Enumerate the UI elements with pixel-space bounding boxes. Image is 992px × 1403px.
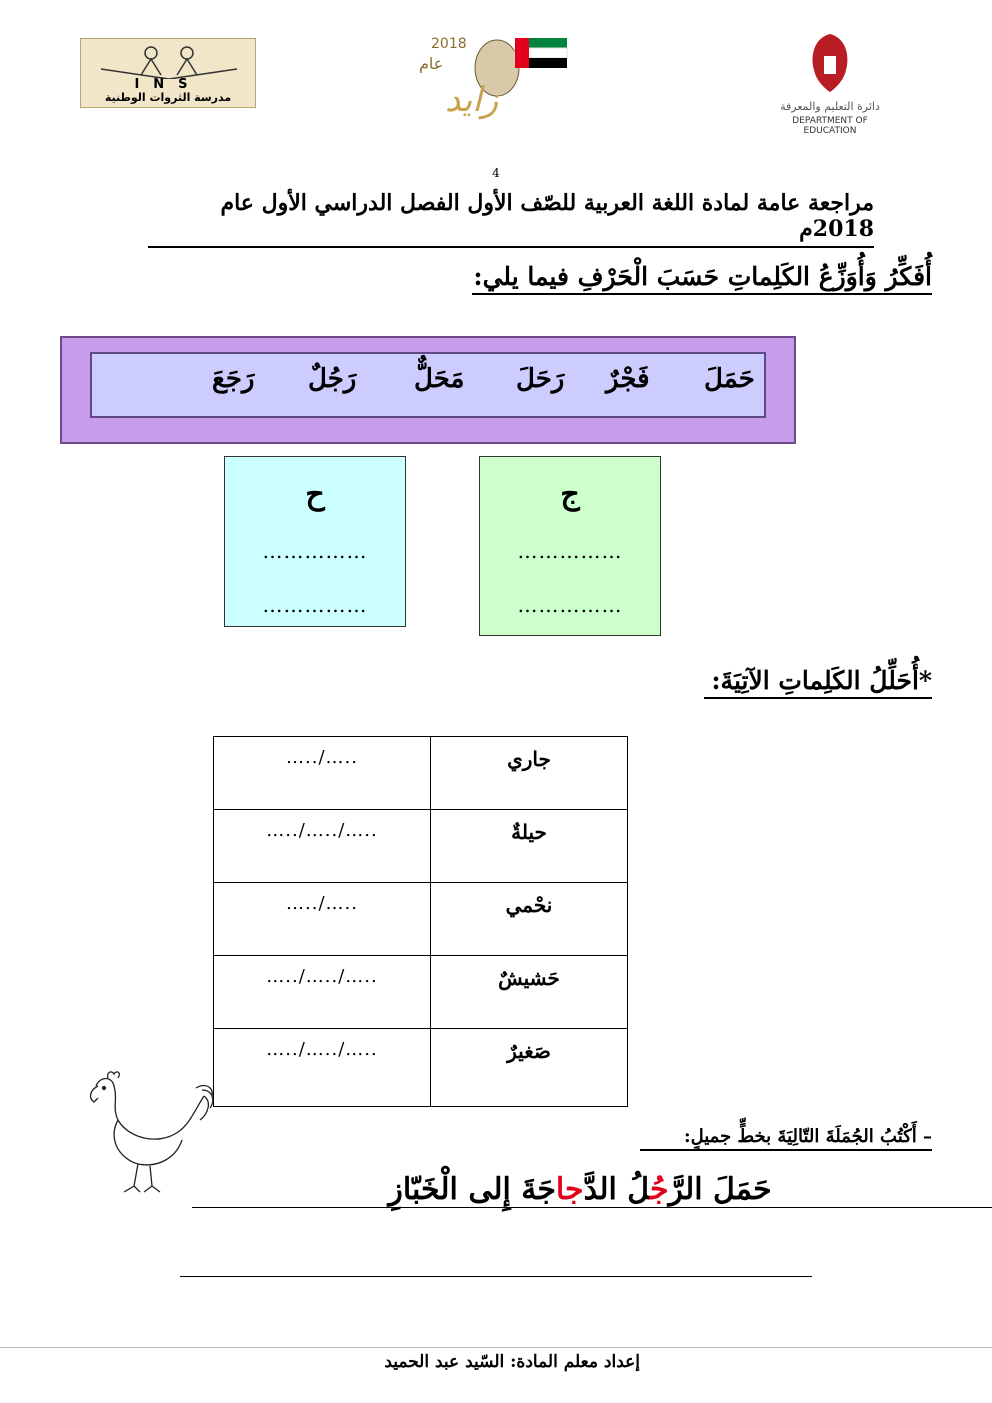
word-cell: جاري [431,737,628,810]
edu-logo-arabic: دائرة التعليم والمعرفة [780,100,880,113]
sentence-highlight: جا [555,1172,584,1207]
letter-jim: ج [560,477,580,512]
table-row [214,1029,628,1107]
year-of-zayed-logo [415,28,575,120]
syllable-slots[interactable]: …../…../….. [214,810,431,883]
word-item: رَجَعَ [212,364,255,394]
syllable-slots[interactable]: …../….. [214,883,431,956]
word-item: فَجْرٌ [606,364,650,394]
school-logo-name: مدرسة الثروات الوطنية [104,91,232,104]
school-logo [80,38,256,108]
answer-line[interactable]: …………… [262,539,368,563]
school-logo-emblem-icon [81,39,257,79]
word-cell: حيلةٌ [431,810,628,883]
word-item: مَحَلٌّ [414,364,465,394]
page-number: 4 [492,166,500,180]
department-of-education-logo [770,30,890,136]
footer-author: إعداد معلم المادة: السّيد عبد الحميد [384,1352,640,1372]
sentence-part: حَمَلَ الرَّ [668,1172,772,1207]
letter-ha: ح [305,477,325,512]
edu-logo-english: DEPARTMENT OF EDUCATION [792,116,868,136]
school-logo-initials: INS [134,77,202,92]
answer-line[interactable]: …………… [517,539,623,563]
table-row [214,810,628,883]
word-cell: حَشيشٌ [431,956,628,1029]
handwriting-sentence [380,1172,780,1207]
syllable-analysis-table [213,736,628,1107]
sentence-part: جَةَ إِلى الْخَبّازِ [388,1172,556,1207]
writing-line[interactable] [192,1207,992,1208]
answer-line[interactable]: …………… [517,593,623,617]
word-bank-box [60,336,796,444]
word-item: رَحَلَ [516,364,565,394]
word-cell: صَغيرٌ [431,1029,628,1107]
footer-divider [0,1347,992,1348]
word-bank-inner [90,352,766,418]
zayed-name: زايد [445,80,499,120]
table-row [214,956,628,1029]
syllable-slots[interactable]: …../…../….. [214,956,431,1029]
section-heading-write: – أَكْتُبُ الجُمَلَةَ التّالِيَةَ بخطٍّ جميلٍ: [640,1126,932,1151]
word-item: رَجُلٌ [308,364,357,394]
zayed-year-word: عام [419,54,444,73]
sentence-highlight: جُ [649,1172,669,1207]
table-row [214,737,628,810]
sentence-part: لُ الدَّ [583,1172,650,1207]
word-cell: نحْمي [431,883,628,956]
falcon-emblem-icon [770,30,890,96]
syllable-slots[interactable]: …../….. [214,737,431,810]
syllable-slots[interactable]: …../…../….. [214,1029,431,1107]
zayed-year: 2018 [431,36,467,52]
word-item: حَمَلَ [704,364,755,394]
writing-line[interactable] [180,1276,812,1277]
answer-line[interactable]: …………… [262,593,368,617]
hen-illustration-icon [78,1068,218,1198]
table-row [214,883,628,956]
letter-box-jim [479,456,661,636]
section-heading-distribute: أُفَكِّرُ وَأُوَزِّعُ الكَلِماتِ حَسَبَ الْحَرْفِ فيما يلي: [472,262,932,295]
section-heading-analyze: *أُحَلِّلُ الكَلِماتِ الآتِيَةَ: [704,666,932,699]
page-title: مراجعة عامة لمادة اللغة العربية للصّف الأول الفصل الدراسي الأول عام 2018م [148,190,874,248]
letter-box-ha [224,456,406,627]
